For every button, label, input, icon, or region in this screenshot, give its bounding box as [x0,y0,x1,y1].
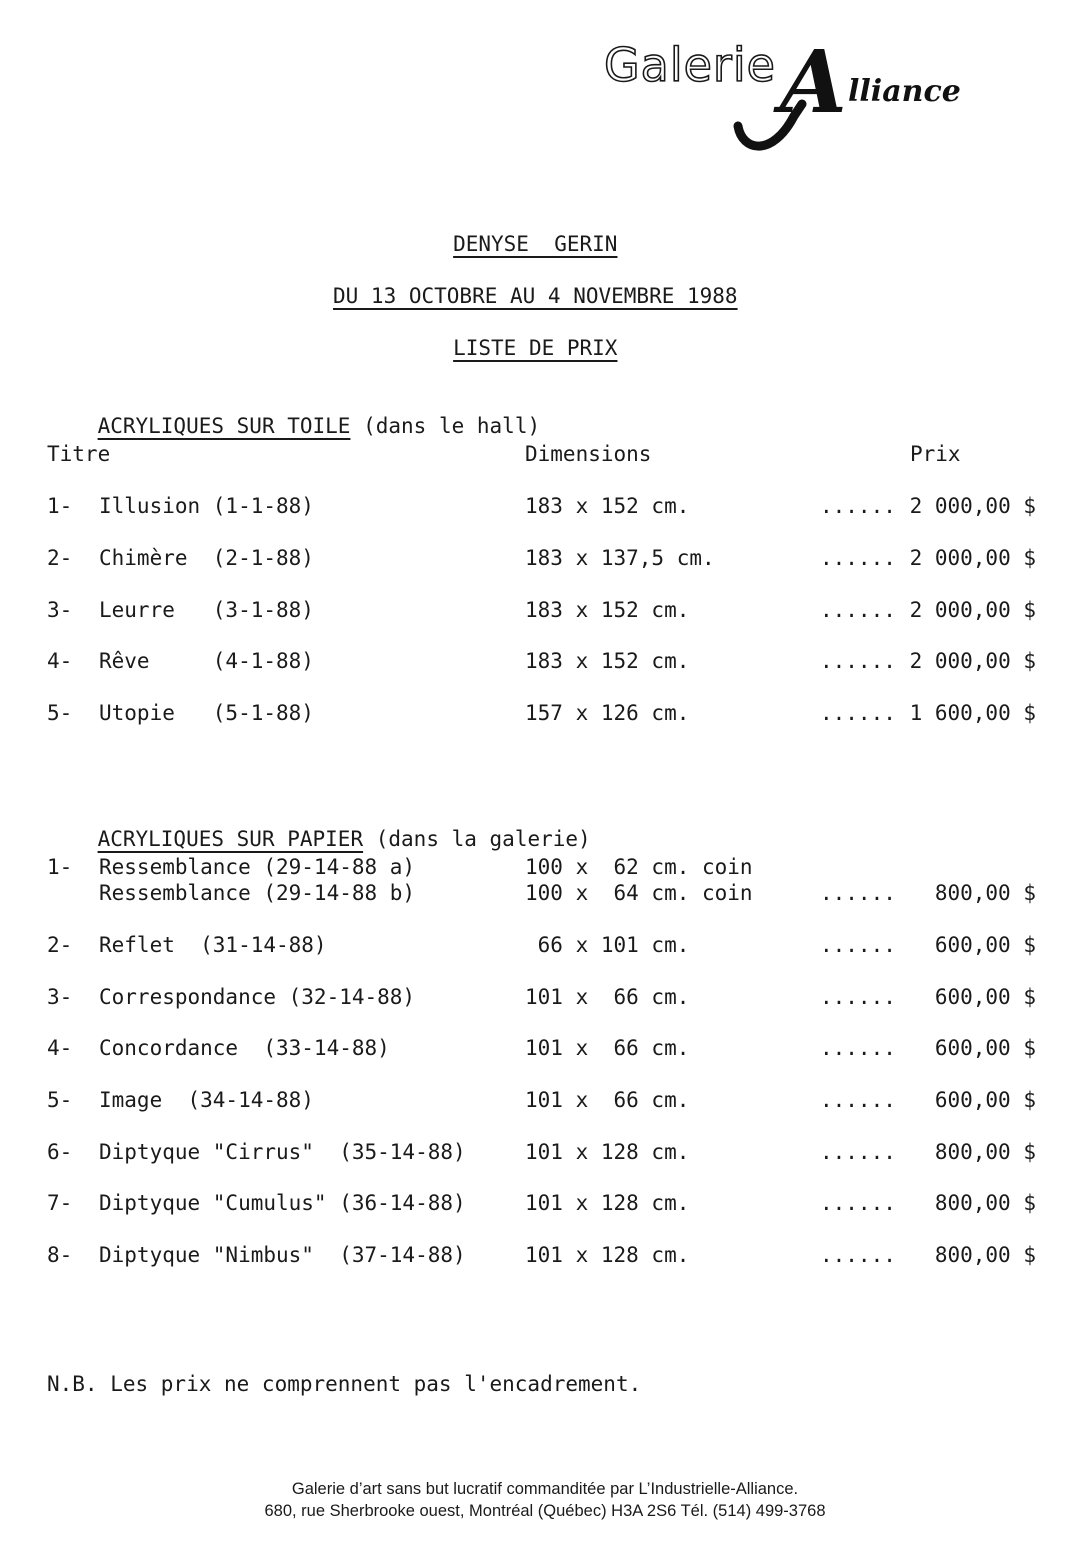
column-dimensions-header: Dimensions [525,442,652,466]
artwork-price: 2 000,00 $ [909,494,1036,518]
artwork-dimensions: 101 x 128 cm. [525,1243,690,1267]
artwork-price: 800,00 $ [934,1191,1036,1215]
leader-dots: ...... [820,1088,896,1112]
exhibition-dates: DU 13 OCTOBRE AU 4 NOVEMBRE 1988 [333,284,738,308]
list-title-line [0,312,1020,384]
leader-dots: ...... [820,1191,896,1215]
artwork-title: Reflet (31-14-88) [99,933,327,957]
logo-a-letter: A [780,32,847,133]
artwork-dimensions: 66 x 101 cm. [525,933,690,957]
row-number: 5- [47,701,73,725]
leader-dots: ...... [820,1243,896,1267]
artwork-price: 800,00 $ [934,881,1036,905]
artwork-dimensions: 101 x 128 cm. [525,1191,690,1215]
artwork-title: Leurre (3-1-88) [99,598,314,622]
list-title: LISTE DE PRIX [453,336,618,360]
logo-galerie-text: Galerie [604,38,776,92]
artwork-title: Diptyque "Cumulus" (36-14-88) [99,1191,466,1215]
row-number: 4- [47,649,73,673]
artwork-title: Diptyque "Cirrus" (35-14-88) [99,1140,466,1164]
leader-dots: ...... [820,1140,896,1164]
artwork-title: Illusion (1-1-88) [99,494,314,518]
row-number: 3- [47,598,73,622]
artwork-title: Diptyque "Nimbus" (37-14-88) [99,1243,466,1267]
leader-dots: ...... [820,598,896,622]
artwork-price: 2 000,00 $ [909,598,1036,622]
section2-location: (dans la galerie) [375,827,591,851]
artwork-title: Chimère (2-1-88) [99,546,314,570]
leader-dots: ...... [820,649,896,673]
section1-title: ACRYLIQUES SUR TOILE [97,414,351,438]
leader-dots: ...... [820,701,896,725]
row-number: 4- [47,1036,73,1060]
row-number: 5- [47,1088,73,1112]
artwork-dimensions: 101 x 66 cm. [525,1088,690,1112]
artwork-price: 600,00 $ [934,1036,1036,1060]
galerie-alliance-logo [600,32,980,146]
artwork-dimensions: 100 x 62 cm. coin [525,855,753,879]
artwork-title: Rêve (4-1-88) [99,649,314,673]
artwork-dimensions: 183 x 152 cm. [525,649,690,673]
artwork-price: 2 000,00 $ [909,546,1036,570]
row-number: 7- [47,1191,73,1215]
artwork-dimensions: 100 x 64 cm. coin [525,881,753,905]
artwork-price: 800,00 $ [934,1243,1036,1267]
artwork-title: Correspondance (32-14-88) [99,985,416,1009]
section2-title: ACRYLIQUES SUR PAPIER [97,827,364,851]
artwork-price: 1 600,00 $ [909,701,1036,725]
section1-location: (dans le hall) [363,414,541,438]
artwork-price: 600,00 $ [934,1088,1036,1112]
artist-name: DENYSE GERIN [453,232,618,256]
column-price-header: Prix [910,442,961,466]
artwork-title: Utopie (5-1-88) [99,701,314,725]
artwork-dimensions: 183 x 152 cm. [525,598,690,622]
artwork-dimensions: 101 x 128 cm. [525,1140,690,1164]
artwork-price: 600,00 $ [934,933,1036,957]
row-number: 6- [47,1140,73,1164]
footer [0,1478,1080,1522]
leader-dots: ...... [820,1036,896,1060]
row-number: 2- [47,546,73,570]
leader-dots: ...... [820,546,896,570]
artwork-dimensions: 183 x 152 cm. [525,494,690,518]
framing-note: N.B. Les prix ne comprennent pas l'encadrement. [47,1372,642,1396]
artwork-dimensions: 101 x 66 cm. [525,985,690,1009]
artwork-price: 800,00 $ [934,1140,1036,1164]
row-number: 3- [47,985,73,1009]
artwork-title: Ressemblance (29-14-88 a) [99,855,416,879]
footer-sponsor-line: Galerie d’art sans but lucratif commanditée par L’Industrielle-Alliance. [291,1480,799,1498]
artwork-title: Concordance (33-14-88) [99,1036,390,1060]
row-number: 2- [47,933,73,957]
leader-dots: ...... [820,494,896,518]
artwork-price: 2 000,00 $ [909,649,1036,673]
row-number: 8- [47,1243,73,1267]
column-title-header: Titre [47,442,111,466]
row-number: 1- [47,494,73,518]
row-number: 1- [47,855,73,879]
artwork-dimensions: 101 x 66 cm. [525,1036,690,1060]
leader-dots: ...... [820,985,896,1009]
logo-lliance-text: lliance [848,74,961,109]
artwork-dimensions: 183 x 137,5 cm. [525,546,715,570]
leader-dots: ...... [820,933,896,957]
artwork-title: Image (34-14-88) [99,1088,314,1112]
leader-dots: ...... [820,881,896,905]
artwork-price: 600,00 $ [934,985,1036,1009]
artwork-title: Ressemblance (29-14-88 b) [99,881,416,905]
footer-address-line: 680, rue Sherbrooke ouest, Montréal (Québec) H3A 2S6 Tél. (514) 499-3768 [264,1502,826,1520]
section1-heading [47,390,540,462]
artwork-dimensions: 157 x 126 cm. [525,701,690,725]
